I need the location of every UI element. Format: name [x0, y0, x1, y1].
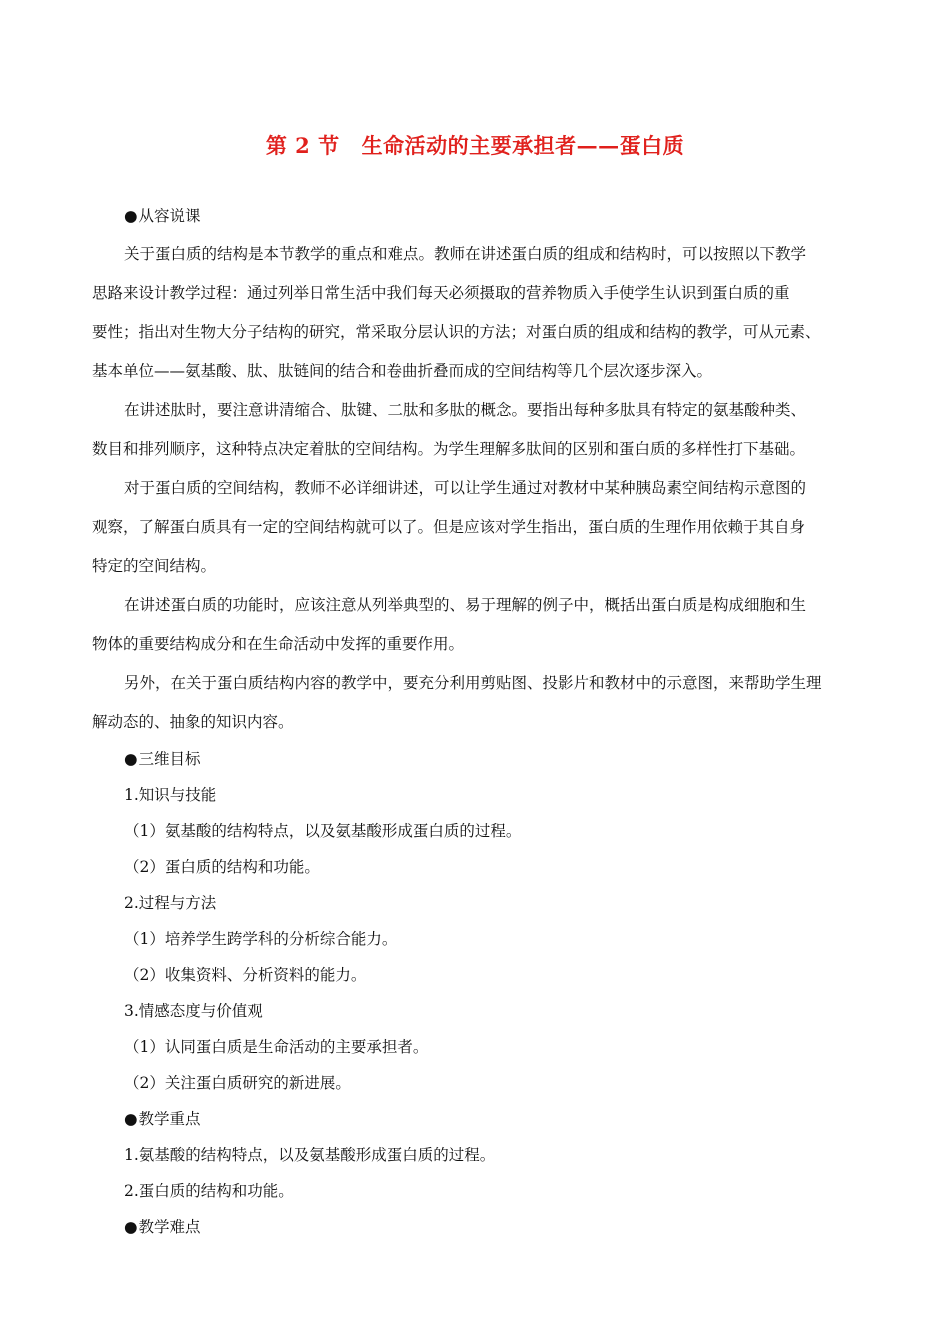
- document-body: [92, 204, 872, 1251]
- goal-item: （2）蛋白质的结构和功能。: [124, 858, 320, 876]
- goal-item: （2）关注蛋白质研究的新进展。: [124, 1074, 351, 1092]
- goal-group-label: 3.情感态度与价值观: [124, 1002, 263, 1020]
- title-text: 生命活动的主要承担者——蛋白质: [361, 133, 685, 158]
- key-point-item: 2.蛋白质的结构和功能。: [124, 1182, 294, 1200]
- goal-item: （1）氨基酸的结构特点，以及氨基酸形成蛋白质的过程。: [124, 822, 522, 840]
- bullet-icon: ●: [124, 1218, 138, 1236]
- intro-paragraph-1: 关于蛋白质的结构是本节教学的重点和难点。教师在讲述蛋白质的组成和结构时，可以按照以下教学 思路来设计教学过程：通过列举日常生活中我们每天必须摄取的营养物质入手使学生认识到蛋白质的重 要性；指出对生物大分子结构的研究，常采取分层认识的方法；对蛋白质的组成和结构的教学，可从元素、 基本单位——氨基酸、肽、肽链间的结合和卷曲折叠而成的空间结构等几个层次逐步深入。: [92, 245, 821, 380]
- goal-group-label: 1.知识与技能: [124, 786, 217, 804]
- intro-paragraph-4: 在讲述蛋白质的功能时，应该注意从列举典型的、易于理解的例子中，概括出蛋白质是构成细胞和生 物体的重要结构成分和在生命活动中发挥的重要作用。: [92, 596, 807, 653]
- page-title: [0, 130, 950, 160]
- key-point-item: 1.氨基酸的结构特点，以及氨基酸形成蛋白质的过程。: [124, 1146, 496, 1164]
- goal-item: （1）认同蛋白质是生命活动的主要承担者。: [124, 1038, 429, 1056]
- goal-group-label: 2.过程与方法: [124, 894, 217, 912]
- goal-item: （2）收集资料、分析资料的能力。: [124, 966, 367, 984]
- intro-paragraph-5: 另外，在关于蛋白质结构内容的教学中，要充分利用剪贴图、投影片和教材中的示意图，来帮助学生理 解动态的、抽象的知识内容。: [92, 674, 822, 731]
- section-heading-intro: ●从容说课: [124, 207, 201, 225]
- bullet-icon: ●: [124, 207, 138, 225]
- intro-paragraph-3: 对于蛋白质的空间结构，教师不必详细讲述，可以让学生通过对教材中某种胰岛素空间结构示意图的 观察，了解蛋白质具有一定的空间结构就可以了。但是应该对学生指出，蛋白质的生理作用依赖于其自身 特定的空间结构。: [92, 479, 807, 575]
- section-heading-difficulties: ●教学难点: [124, 1218, 201, 1236]
- bullet-icon: ●: [124, 1110, 138, 1128]
- section-heading-goals: ●三维目标: [124, 750, 201, 768]
- intro-paragraph-2: 在讲述肽时，要注意讲清缩合、肽键、二肽和多肽的概念。要指出每种多肽具有特定的氨基酸种类、 数目和排列顺序，这种特点决定着肽的空间结构。为学生理解多肽间的区别和蛋白质的多样性打下基础。: [92, 401, 807, 458]
- title-section-number: 第 2 节: [265, 133, 340, 158]
- goal-item: （1）培养学生跨学科的分析综合能力。: [124, 930, 398, 948]
- bullet-icon: ●: [124, 750, 138, 768]
- section-heading-key-points: ●教学重点: [124, 1110, 201, 1128]
